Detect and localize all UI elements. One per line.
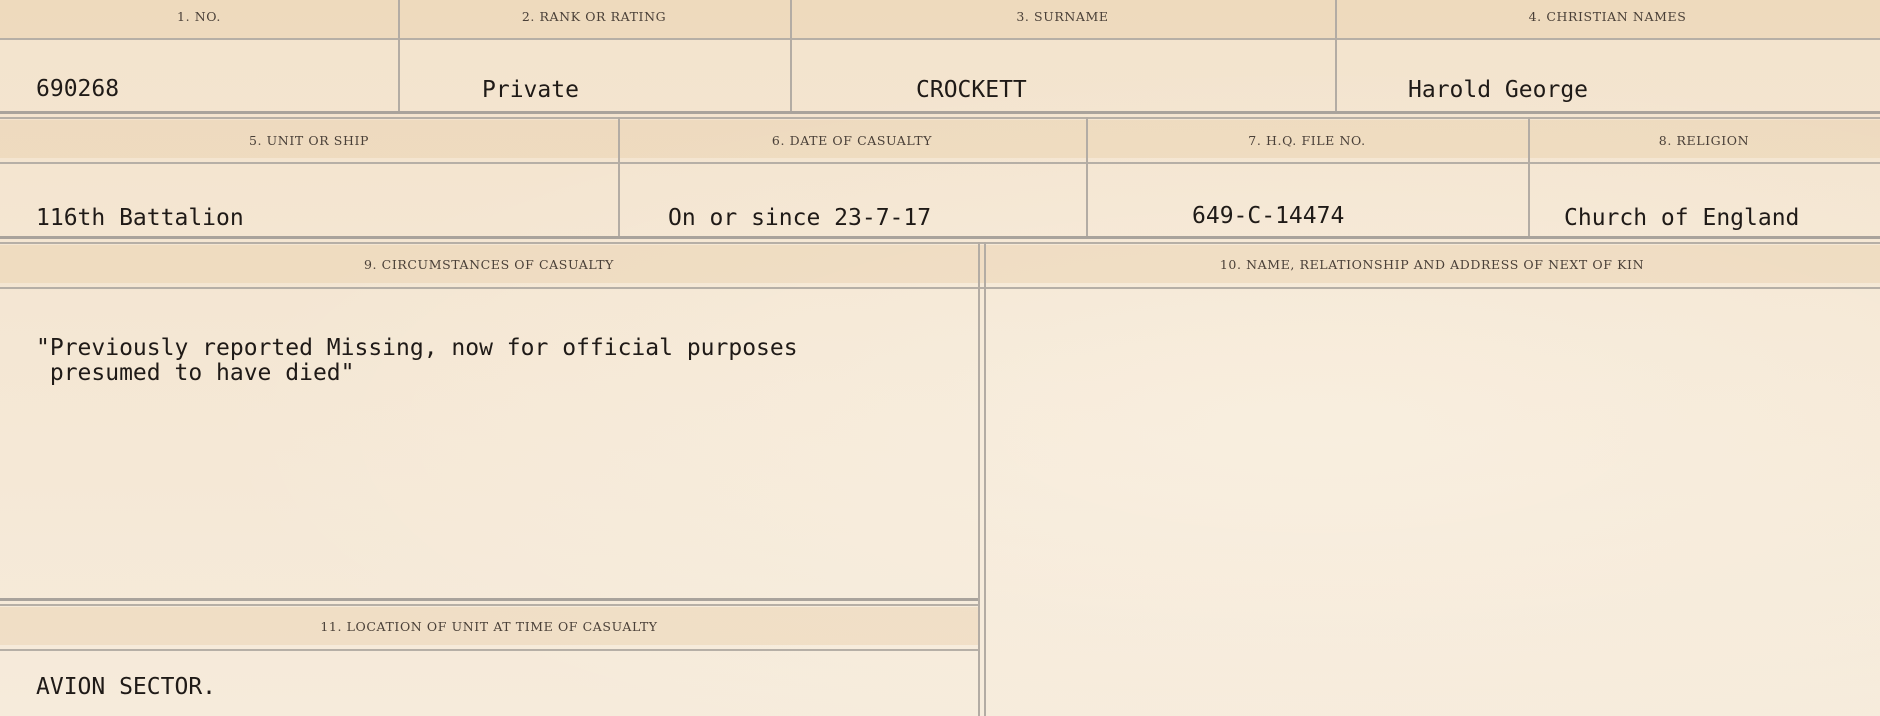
circumstances-line1: "Previously reported Missing, now for official purposes bbox=[36, 335, 798, 361]
religion-label: 8. RELIGION bbox=[1658, 133, 1750, 148]
no-label: 1. NO. bbox=[177, 9, 221, 24]
date-of-casualty-value: On or since 23-7-17 bbox=[668, 205, 932, 231]
rule-row1-header bbox=[0, 38, 1880, 40]
unit-value: 116th Battalion bbox=[36, 205, 244, 231]
religion-value: Church of England bbox=[1564, 205, 1800, 231]
rule-row2-bottom bbox=[0, 236, 1880, 239]
rule-circumstances-bottom-2 bbox=[0, 604, 978, 606]
surname-label: 3. SURNAME bbox=[1016, 9, 1109, 24]
next-of-kin-label: 10. NAME, RELATIONSHIP AND ADDRESS OF NEXT OF KIN bbox=[1219, 257, 1645, 272]
rule-row2-header bbox=[0, 162, 1880, 164]
location-label: 11. LOCATION OF UNIT AT TIME OF CASUALTY bbox=[320, 619, 658, 634]
rule-circumstances-bottom bbox=[0, 598, 978, 601]
rule-row2-bottom-2 bbox=[0, 242, 1880, 244]
rank-label: 2. RANK OR RATING bbox=[521, 9, 667, 24]
rule-row3-header bbox=[0, 287, 1880, 289]
unit-label: 5. UNIT OR SHIP bbox=[248, 133, 370, 148]
no-value: 690268 bbox=[36, 76, 120, 102]
christian-names-label: 4. CHRISTIAN NAMES bbox=[1528, 9, 1687, 24]
date-of-casualty-label: 6. DATE OF CASUALTY bbox=[771, 133, 933, 148]
circumstances-line2: presumed to have died" bbox=[36, 360, 355, 386]
rank-value: Private bbox=[482, 77, 579, 103]
hq-file-no-label: 7. H.Q. FILE NO. bbox=[1248, 133, 1366, 148]
rule-row1-bottom bbox=[0, 111, 1880, 114]
location-value: AVION SECTOR. bbox=[36, 674, 217, 700]
hq-file-no-value: 649-C-14474 bbox=[1192, 203, 1345, 229]
christian-names-value: Harold George bbox=[1408, 77, 1589, 103]
surname-value: CROCKETT bbox=[916, 77, 1027, 103]
circumstances-label: 9. CIRCUMSTANCES OF CASUALTY bbox=[363, 257, 614, 272]
vrule-lower-a bbox=[978, 242, 980, 716]
vrule-lower-b bbox=[984, 242, 986, 716]
rule-row1-bottom-2 bbox=[0, 117, 1880, 119]
rule-location-header bbox=[0, 649, 978, 651]
